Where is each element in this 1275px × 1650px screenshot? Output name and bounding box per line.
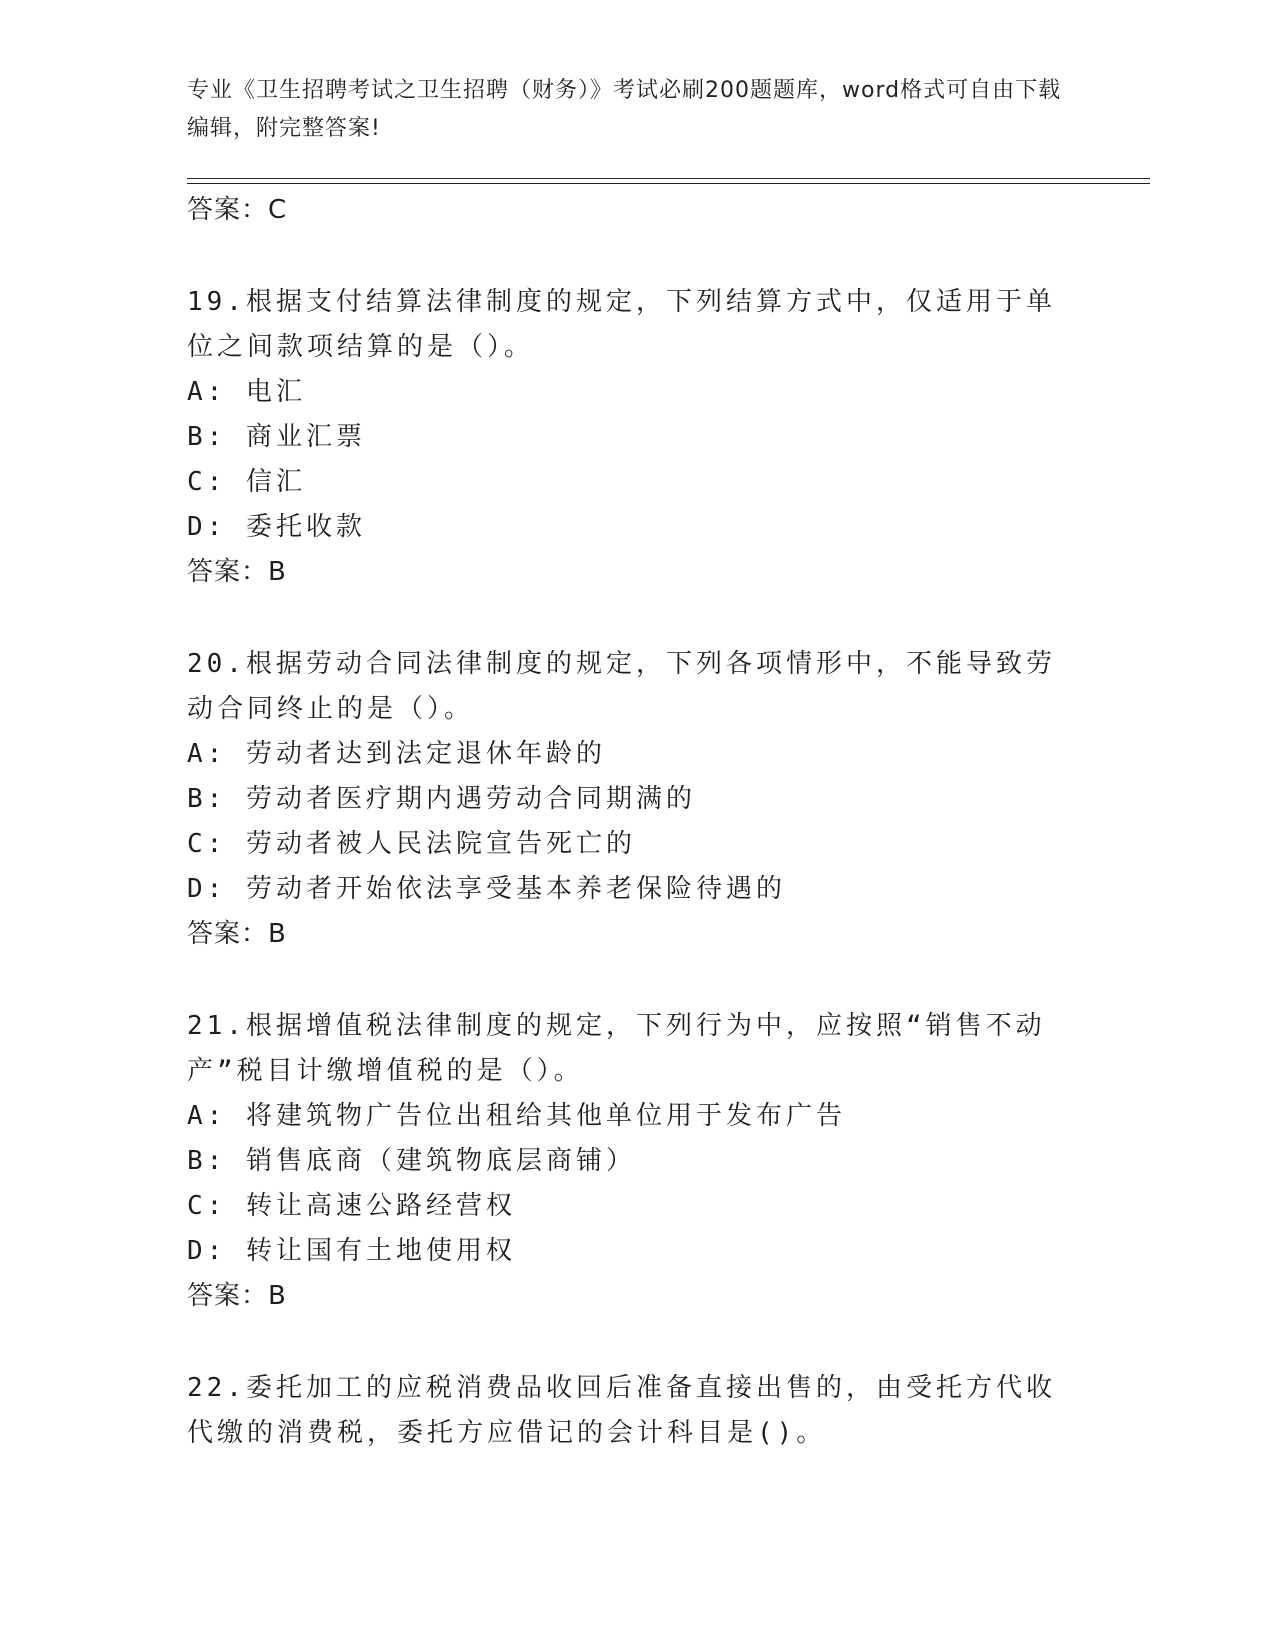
header-divider-top <box>187 178 1150 179</box>
option-c: C: 转让高速公路经营权 <box>187 1191 516 1221</box>
option-a: A: 电汇 <box>187 377 306 407</box>
option-b: B: 劳动者医疗期内遇劳动合同期满的 <box>187 784 696 814</box>
question-20 <box>187 642 1087 957</box>
answer-label: 答案：B <box>187 557 287 587</box>
answer-label: 答案：B <box>187 919 287 949</box>
answer-label: 答案：B <box>187 1281 287 1311</box>
question-stem: 20.根据劳动合同法律制度的规定，下列各项情形中，不能导致劳动合同终止的是（）。 <box>187 649 1056 724</box>
question-stem: 22.委托加工的应税消费品收回后准备直接出售的，由受托方代收代缴的消费税，委托方应借记的会计科目是()。 <box>187 1373 1056 1448</box>
question-22 <box>187 1366 1087 1456</box>
option-c: C: 信汇 <box>187 467 306 497</box>
question-stem: 19.根据支付结算法律制度的规定，下列结算方式中，仅适用于单位之间款项结算的是（）。 <box>187 287 1056 362</box>
option-d: D: 转让国有土地使用权 <box>187 1236 516 1266</box>
option-c: C: 劳动者被人民法院宣告死亡的 <box>187 829 636 859</box>
option-a: A: 将建筑物广告位出租给其他单位用于发布广告 <box>187 1101 846 1131</box>
question-19 <box>187 280 1087 595</box>
question-21 <box>187 1004 1087 1319</box>
document-body <box>187 188 1087 1456</box>
header-divider-bottom <box>187 183 1150 184</box>
document-header: 专业《卫生招聘考试之卫生招聘（财务）》考试必刷200题题库，word格式可自由下载编辑，附完整答案! <box>187 78 1062 141</box>
spacer <box>187 1319 1087 1366</box>
option-b: B: 商业汇票 <box>187 422 366 452</box>
spacer <box>187 233 1087 280</box>
answer-label: 答案：C <box>187 195 288 225</box>
option-b: B: 销售底商（建筑物底层商铺） <box>187 1146 636 1176</box>
spacer <box>187 957 1087 1004</box>
spacer <box>187 595 1087 642</box>
question-stem: 21.根据增值税法律制度的规定，下列行为中，应按照“销售不动产”税目计缴增值税的是（）。 <box>187 1011 1046 1086</box>
option-a: A: 劳动者达到法定退休年龄的 <box>187 739 606 769</box>
option-d: D: 委托收款 <box>187 512 366 542</box>
option-d: D: 劳动者开始依法享受基本养老保险待遇的 <box>187 874 786 904</box>
